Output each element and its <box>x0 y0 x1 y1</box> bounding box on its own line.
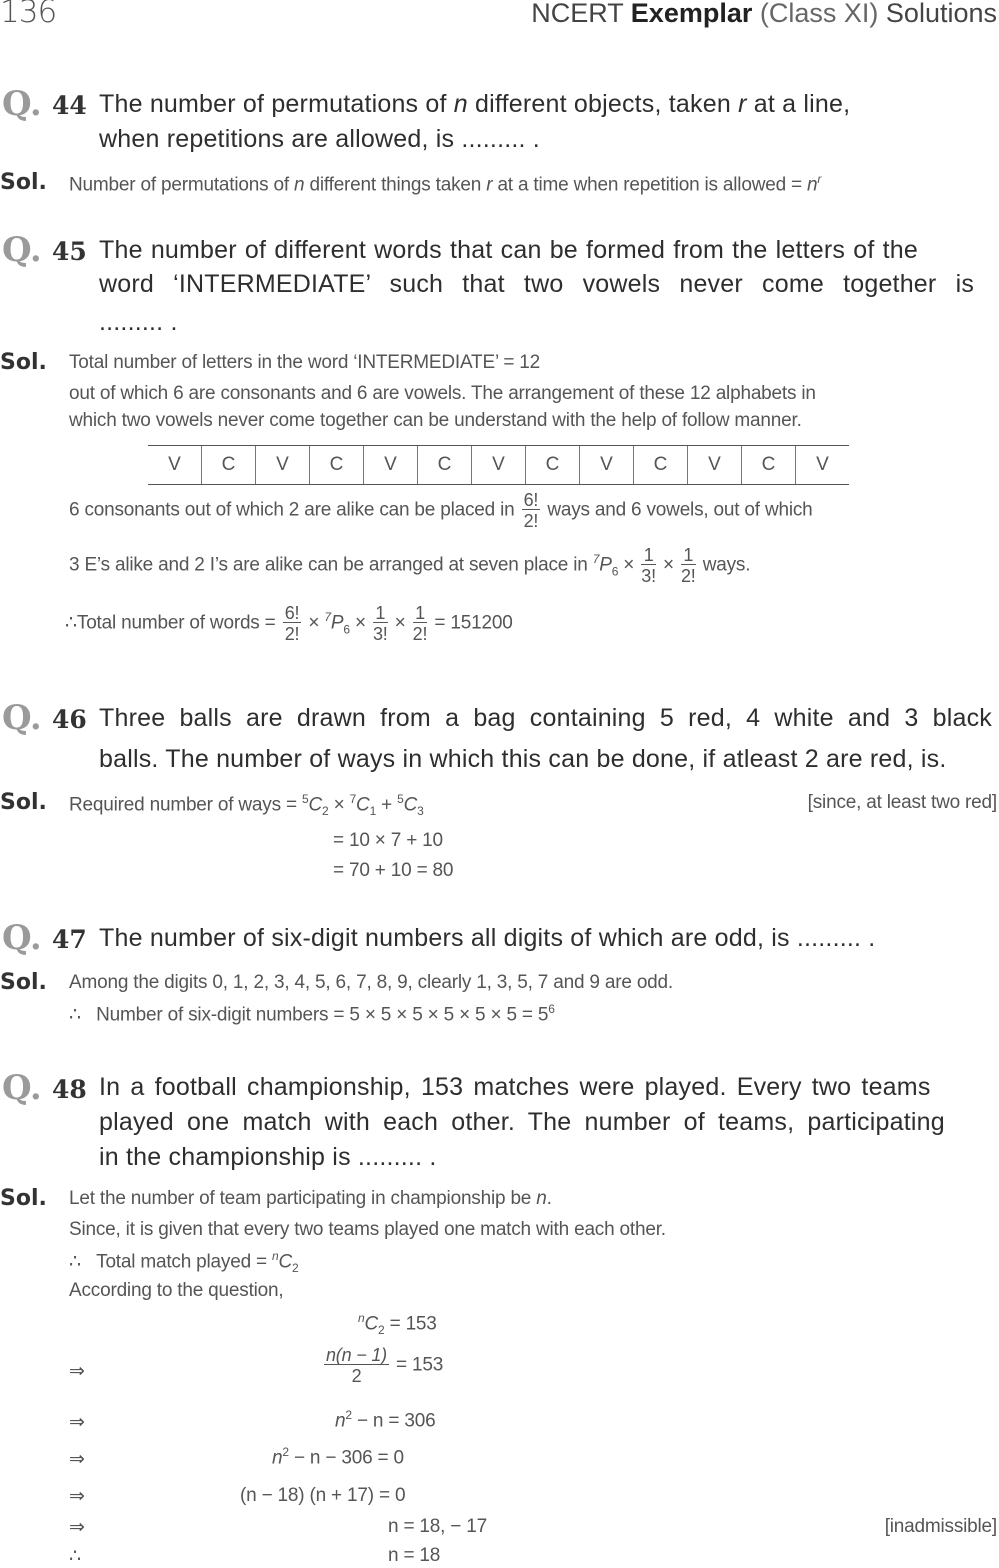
question-text: The number of six-digit numbers all digits of which are odd, is ......... . <box>99 924 876 952</box>
table-cell: C <box>525 446 579 484</box>
vowel-consonant-arrangement-table <box>148 445 849 485</box>
implies-icon: ⇒ <box>69 1361 85 1382</box>
equation-step: $n^2 - n = 306$ <box>335 1408 436 1432</box>
question-text: Three balls are drawn from a bag containing 5 red, 4 white and 3 black <box>99 704 993 732</box>
question-text: in the championship is ......... . <box>99 1143 437 1171</box>
question-text: In a football championship, 153 matches were played. Every two teams <box>99 1073 931 1101</box>
fraction: $\frac{1}{3!}$ <box>641 545 656 586</box>
solution-label: Sol. <box>0 970 47 995</box>
implies-icon: ⇒ <box>69 1486 85 1507</box>
question-text: played one match with each other. The number of teams, participating <box>99 1108 945 1136</box>
solution-text: ∴ Number of six-digit numbers = $5 \times 5 \times 5 \times 5 \times 5 \times 5 = 5^6$ <box>69 1002 555 1026</box>
solution-text: ∴ Total match played = $^nC_2$ <box>69 1249 299 1276</box>
question-text: ......... . <box>99 308 178 336</box>
solution-text: According to the question, <box>69 1280 284 1301</box>
fraction: $\frac{n(n - 1)}{2}$ <box>326 1345 387 1386</box>
solution-text: Total number of letters in the word ‘INTERMEDIATE’ = 12 <box>69 352 541 373</box>
question-number: 47 <box>52 925 87 954</box>
fraction: $\frac{6!}{2!}$ <box>284 603 300 644</box>
table-cell: C <box>201 446 255 484</box>
table-cell: C <box>417 446 471 484</box>
final-answer: n = 18 <box>388 1545 441 1566</box>
implies-icon: ⇒ <box>69 1517 85 1538</box>
question-text: when repetitions are allowed, is ......... . <box>99 125 540 153</box>
fraction: $\frac{1}{2!}$ <box>681 545 696 586</box>
question-marker-icon: Q. <box>2 918 42 958</box>
question-text: word ‘INTERMEDIATE’ such that two vowels never come together is <box>99 270 975 298</box>
table-cell: C <box>741 446 795 484</box>
table-cell: V <box>471 446 525 484</box>
solution-result: ∴Total number of words = $\frac{6!}{2!}$ × $^7P_6$ × $\frac{1}{3!}$ × $\frac{1}{2!}$ = 151200 <box>65 603 513 644</box>
solution-text: out of which 6 are consonants and 6 are vowels. The arrangement of these 12 alphabets in <box>69 383 816 404</box>
equation-step: n = 18, − 17 <box>388 1516 488 1537</box>
running-header <box>531 0 997 29</box>
question-text: The number of different words that can be formed from the letters of the <box>99 236 919 264</box>
book-suffix: Solutions <box>885 0 997 28</box>
question-marker-icon: Q. <box>2 698 42 738</box>
solution-note: [inadmissible] <box>884 1516 997 1537</box>
table-cell: V <box>795 446 849 484</box>
table-cell: V <box>255 446 309 484</box>
question-marker-icon: Q. <box>2 1068 42 1108</box>
equation-step: $n^2 - n - 306 = 0$ <box>272 1445 404 1469</box>
solution-text: Required number of ways = $^5C_2 \times ^7C_1 + ^5C_3$ <box>69 792 424 819</box>
solution-note: [since, at least two red] <box>807 792 997 813</box>
book-title: Exemplar <box>630 0 753 28</box>
solution-text: Among the digits 0, 1, 2, 3, 4, 5, 6, 7, 8, 9, clearly 1, 3, 5, 7 and 9 are odd. <box>69 972 673 993</box>
therefore-icon: ∴ <box>69 1546 81 1567</box>
solution-step: = 70 + 10 = 80 <box>333 860 454 881</box>
table-cell: V <box>363 446 417 484</box>
question-text: The number of permutations of n different objects, taken r at a line, <box>99 90 851 118</box>
solution-step: = 10 × 7 + 10 <box>333 830 443 851</box>
table-cell: V <box>168 454 181 475</box>
solution-label: Sol. <box>0 170 47 195</box>
implies-icon: ⇒ <box>69 1412 85 1433</box>
equation-step: (n − 18) (n + 17) = 0 <box>240 1485 406 1506</box>
book-class: (Class XI) <box>759 0 879 28</box>
page-number: 136 <box>0 0 57 30</box>
fraction: $\frac{1}{3!}$ <box>372 603 388 644</box>
book-prefix: NCERT <box>531 0 624 28</box>
solution-text: which two vowels never come together can be understand with the help of follow manner. <box>69 410 802 431</box>
equation-step: $^nC_2 = 153$ <box>358 1311 437 1338</box>
question-number: 48 <box>52 1075 87 1104</box>
solution-text: 3 E’s alike and 2 I’s are alike can be arranged at seven place in $^7P_6$ × $\frac{1}{3!}$ × $\frac{1}{2!}$ ways. <box>69 545 751 586</box>
solution-text: Let the number of team participating in championship be n. <box>69 1188 552 1209</box>
table-cell: V <box>579 446 633 484</box>
solution-text: 6 consonants out of which 2 are alike can be placed in $\frac{6!}{2!}$ ways and 6 vowels, out of which <box>69 490 813 531</box>
question-text: balls. The number of ways in which this can be done, if atleast 2 are red, is. <box>99 745 947 773</box>
table-cell: C <box>633 446 687 484</box>
implies-icon: ⇒ <box>69 1449 85 1470</box>
solution-label: Sol. <box>0 350 47 375</box>
question-number: 46 <box>52 705 87 734</box>
solution-text: Since, it is given that every two teams played one match with each other. <box>69 1219 666 1240</box>
table-cell: C <box>309 446 363 484</box>
fraction: $\frac{6!}{2!}$ <box>523 490 539 531</box>
question-marker-icon: Q. <box>2 84 42 124</box>
question-marker-icon: Q. <box>2 230 42 270</box>
table-cell: V <box>687 446 741 484</box>
fraction: $\frac{1}{2!}$ <box>412 603 428 644</box>
solution-label: Sol. <box>0 1186 47 1211</box>
equation-step: $\frac{n(n - 1)}{2}$ = 153 <box>326 1345 444 1386</box>
solution-text: Number of permutations of n different things taken r at a time when repetition is allowed = $n^r$ <box>69 172 822 196</box>
solution-label: Sol. <box>0 790 47 815</box>
question-number: 45 <box>52 237 87 266</box>
question-number: 44 <box>52 91 87 120</box>
